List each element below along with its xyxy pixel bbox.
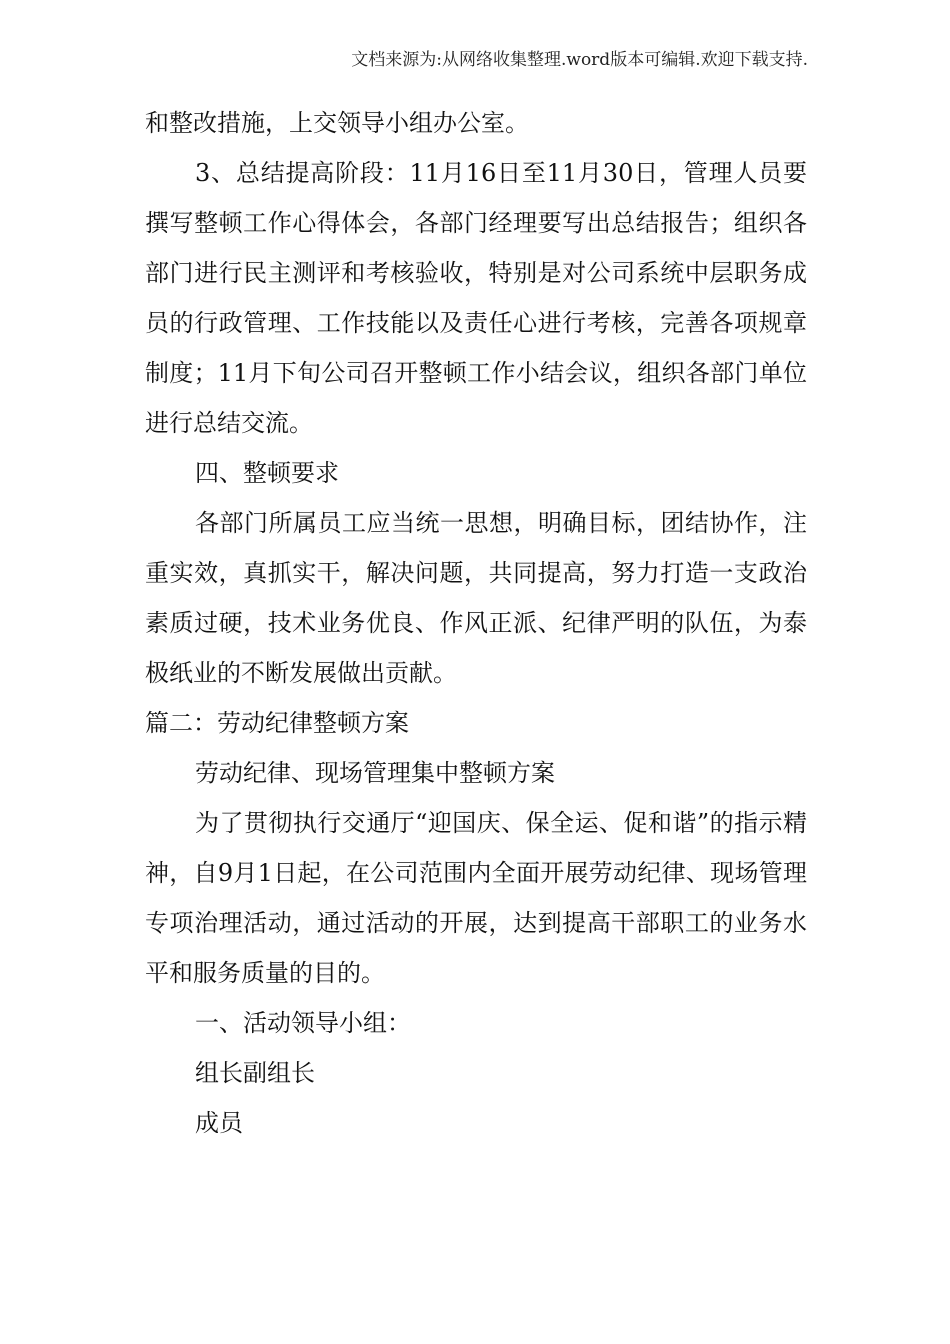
source-note: 文档来源为:从网络收集整理.word版本可编辑.欢迎下载支持. bbox=[351, 50, 808, 70]
members-label: 成员 bbox=[195, 1109, 243, 1137]
section-heading-requirements: 四、整顿要求 bbox=[195, 459, 339, 487]
plan-title: 劳动纪律、现场管理集中整顿方案 bbox=[195, 759, 555, 787]
section-heading-leadership: 一、活动领导小组： bbox=[195, 1009, 411, 1037]
document-body bbox=[145, 98, 807, 1148]
paragraph-continuation: 和整改措施，上交领导小组办公室。 bbox=[145, 109, 529, 137]
chapter-title: 篇二：劳动纪律整顿方案 bbox=[145, 709, 409, 737]
paragraph-summary-stage: 3、总结提高阶段：11月16日至11月30日，管理人员要撰写整顿工作心得体会，各部门经理要写出总结报告；组织各部门进行民主测评和考核验收，特别是对公司系统中层职务成员的行政管理、工作技能以及责任心进行考核，完善各项规章制度；11月下旬公司召开整顿工作小结会议，组织各部门单位进行总结交流。 bbox=[145, 159, 807, 437]
paragraph-requirements: 各部门所属员工应当统一思想，明确目标，团结协作，注重实效，真抓实干，解决问题，共同提高，努力打造一支政治素质过硬，技术业务优良、作风正派、纪律严明的队伍，为泰极纸业的不断发展做出贡献。 bbox=[145, 509, 807, 687]
leadership-roles: 组长副组长 bbox=[195, 1059, 315, 1087]
paragraph-plan-intro: 为了贯彻执行交通厅“迎国庆、保全运、促和谐”的指示精神，自9月1日起，在公司范围内全面开展劳动纪律、现场管理专项治理活动，通过活动的开展，达到提高干部职工的业务水平和服务质量的目的。 bbox=[145, 809, 807, 987]
